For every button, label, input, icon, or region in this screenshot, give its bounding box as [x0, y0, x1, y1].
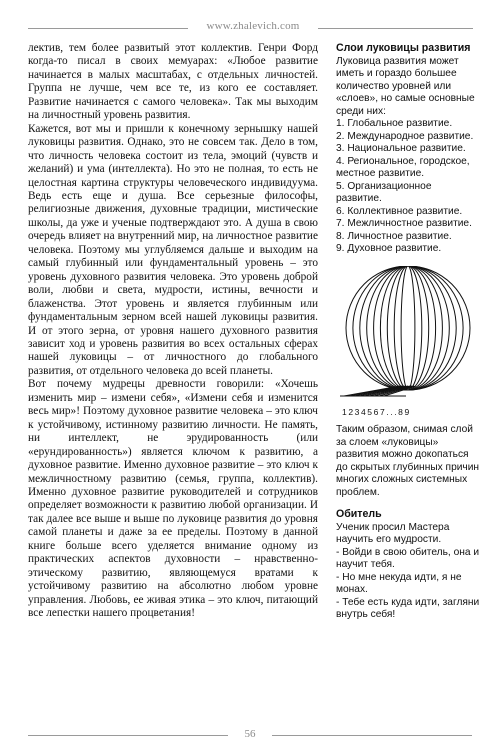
onion-layer-numbers: 1234567...89 — [342, 406, 411, 417]
footer-rule-left — [28, 735, 228, 736]
story-line: - Тебе есть куда идти, загляни внутрь себя! — [336, 596, 480, 620]
sidebar-caption: Таким образом, снимая слой за слоем «луковицы» развития можно докопаться до скрытых глубинных причин многих сложных системных проблем. — [336, 424, 480, 498]
onion-layer — [367, 266, 450, 390]
story-line: Ученик просил Мастера научить его мудрости. — [336, 521, 450, 545]
layer-item: 4. Региональное, городское, местное развитие. — [336, 155, 470, 179]
header-site-url: www.zhalevich.com — [206, 20, 300, 32]
onion-layer — [374, 266, 443, 390]
sidebar-intro: Луковица развития может иметь и гораздо большее количество уровней или «слоев», но самые основные среди них: — [336, 55, 475, 117]
onion-layer — [401, 266, 415, 390]
layer-item: 5. Организационное развитие. — [336, 180, 432, 204]
footer-rule-right — [272, 735, 472, 736]
onion-layer — [394, 266, 422, 390]
story-title: Обитель — [336, 508, 382, 520]
onion-diagram — [336, 266, 480, 402]
layer-item: 9. Духовное развитие. — [336, 243, 442, 254]
header-rule-left — [28, 28, 188, 29]
layers-list — [336, 118, 480, 256]
paragraph: Кажется, вот мы и пришли к конечному зернышку нашей луковицы развития. Однако, это не совсем так. Дело в том, что личность человека состоит из тела, эмоций (чувств и желаний) и ума (интеллекта). Но это не полная, то есть не целостная картина структуры человеческого индивидуума. Ведь есть еще и душа. Все серьезные философы, религиозные движения, духовные традиции, мистические школы, да уже и ученые подтверждают это. А душа в свою очередь влияет на внутренний мир, на личностное развитие человека. Поэтому мы углубляемся дальше и выходим на самый глубинный или фундаментальный уровень – это уровень духовного развития человека. Это уровень доброй воли, любви и света, мудрости, истины, вечности и блаженства. Этот уровень и является глубинным или фундаментальным зерном всей нашей луковицы развития. И от этого зерна, от уровня нашего духовного развития зависит ход и уровень развития во всех остальных сферах нашей луковицы – от личностного до глобального развития, от отдельного человека до всей планеты. — [28, 122, 318, 377]
onion-layer — [353, 266, 463, 390]
onion-layer — [360, 266, 456, 390]
layer-item: 6. Коллективное развитие. — [336, 205, 463, 217]
page-number: 56 — [244, 728, 256, 740]
main-text-column — [28, 42, 318, 710]
layer-item: 7. Межличностное развитие. — [336, 218, 472, 229]
layer-item: 1. Глобальное развитие. — [336, 118, 453, 129]
story-line: - Войди в свою обитель, она и научит тебя. — [336, 546, 480, 570]
sidebar-title: Слои луковицы развития — [336, 42, 471, 54]
layer-item: 8. Личностное развитие. — [336, 230, 452, 242]
onion-outer-layer — [346, 266, 470, 390]
paragraph: Вот почему мудрецы древности говорили: «Хочешь изменить мир – измени себя», «Измени себя и изменится весь мир»! Поэтому духовное развитие человека – это ключ к устойчивому, истинному развитию личности. Не память, ни интеллект, не эрудированность (или «ерундированность») является ключом к развитию, а духовное развитие. Именно духовное развитие – это ключ к межличностному развитию (семья, группа, коллектив). Именно духовное развитие руководителей и сотрудников определяет возможности к развитию любой организации. И так далее все выше и выше по луковице развития до уровня самой планеты и даже за ее пределы. Поэтому в данной книге больше всего уделяется внимание одному из практических аспектов духовности – нравственно-этическому развитию, являющемуся вратами к устойчивому развитию на абсолютно любом уровне управления. Любовь, ее живая этика – это ключ, питающий все лепестки нашего процветания! — [28, 378, 318, 620]
paragraph: лектив, тем более развитый этот коллектив. Генри Форд когда-то писал в своих мемуарах: «Любое развитие начинается в малых масштабах, с отдельных личностей. Группа не лучше, чем все те, из кого ее составляет. Развитие начинается с самого человека». Так мы выходим на личностный уровень развития. — [28, 42, 318, 122]
sidebar — [336, 42, 480, 622]
onion-layer — [380, 266, 435, 390]
layer-item: 2. Международное развитие. — [336, 130, 474, 142]
onion-layer — [387, 266, 428, 390]
layer-item: 3. Национальное развитие. — [336, 143, 466, 154]
story-line: - Но мне некуда идти, я не монах. — [336, 571, 462, 595]
header-rule-right — [318, 28, 473, 29]
